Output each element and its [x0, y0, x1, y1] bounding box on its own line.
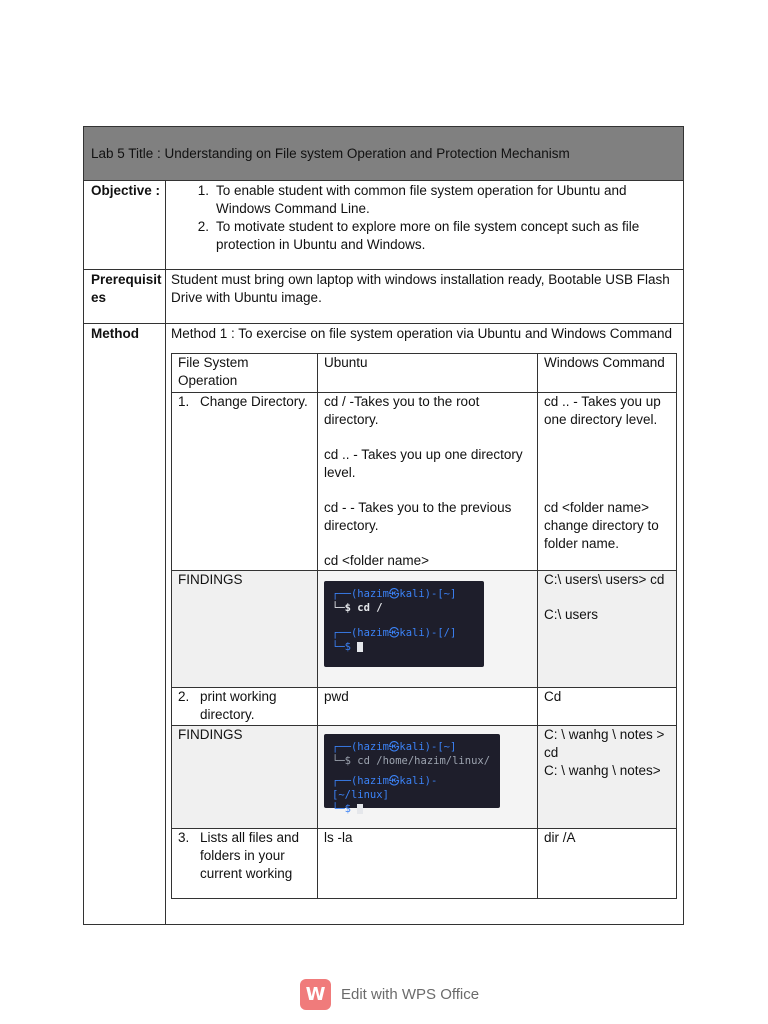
prerequisites-label: Prerequisites	[84, 270, 166, 323]
objective-content	[166, 181, 683, 269]
header-ubuntu: Ubuntu	[318, 354, 538, 393]
wps-edit-banner[interactable]	[300, 979, 479, 1010]
table-row	[172, 688, 677, 726]
header-operation: File System Operation	[172, 354, 318, 393]
windows-findings: C: \ wanhg \ notes > cd C: \ wanhg \ notes>	[538, 726, 677, 829]
method-description: Method 1 : To exercise on file system operation via Ubuntu and Windows Command	[171, 326, 673, 341]
findings-label: FINDINGS	[172, 571, 318, 688]
findings-row	[172, 726, 677, 829]
edit-with-wps-link[interactable]: Edit with WPS Office	[341, 985, 480, 1003]
cursor-icon	[357, 804, 363, 814]
windows-cell: Cd	[538, 688, 677, 726]
header-windows: Windows Command	[538, 354, 677, 393]
ubuntu-cell: cd / -Takes you to the root directory. cd .. - Takes you up one directory level. cd - - Takes you to the previous directory. cd <folder name>	[318, 393, 538, 571]
method-content	[166, 324, 683, 924]
windows-cell: dir /A	[538, 829, 677, 899]
objective-list	[171, 182, 677, 254]
terminal-screenshot: ┌──(hazim㉿kali)-[~] └─$ cd / ┌──(hazim㉿kali)-[/] └─$	[324, 581, 484, 667]
objective-item: 2. To motivate student to explore more on file system concept such as file protection in Ubuntu and Windows.	[197, 219, 640, 252]
ubuntu-cell: ls -la	[318, 829, 538, 899]
lab-sheet-table	[83, 126, 684, 925]
prerequisites-text: Student must bring own laptop with windows installation ready, Bootable USB Flash Drive with Ubuntu image.	[171, 272, 670, 305]
prerequisites-row	[84, 270, 683, 324]
findings-label: FINDINGS	[172, 726, 318, 829]
cursor-icon	[357, 642, 363, 652]
wps-logo-icon: W	[300, 979, 331, 1010]
table-row	[172, 393, 677, 571]
table-header-row	[172, 354, 677, 393]
method-row	[84, 324, 683, 924]
windows-findings: C:\ users\ users> cd C:\ users	[538, 571, 677, 688]
windows-cell: cd .. - Takes you up one directory level. cd <folder name> change directory to folder name.	[538, 393, 677, 571]
terminal-screenshot: ┌──(hazim㉿kali)-[~] └─$ cd /home/hazim/linux/ ┌──(hazim㉿kali)-[~/linux] └─$	[324, 734, 500, 808]
objective-item: 1. To enable student with common file system operation for Ubuntu and Windows Command Line.	[197, 183, 627, 216]
findings-row	[172, 571, 677, 688]
operations-table	[171, 353, 677, 899]
operation-item: 2. print working directory.	[178, 689, 277, 722]
objective-row	[84, 181, 683, 270]
objective-label: Objective :	[84, 181, 166, 269]
table-row	[172, 829, 677, 899]
ubuntu-cell: pwd	[318, 688, 538, 726]
lab-title: Lab 5 Title : Understanding on File system Operation and Protection Mechanism	[91, 145, 570, 161]
lab-title-row	[84, 127, 683, 181]
operation-item: 1. Change Directory.	[178, 394, 308, 409]
method-label: Method	[84, 324, 166, 924]
operation-item: 3. Lists all files and folders in your current working	[178, 830, 300, 881]
